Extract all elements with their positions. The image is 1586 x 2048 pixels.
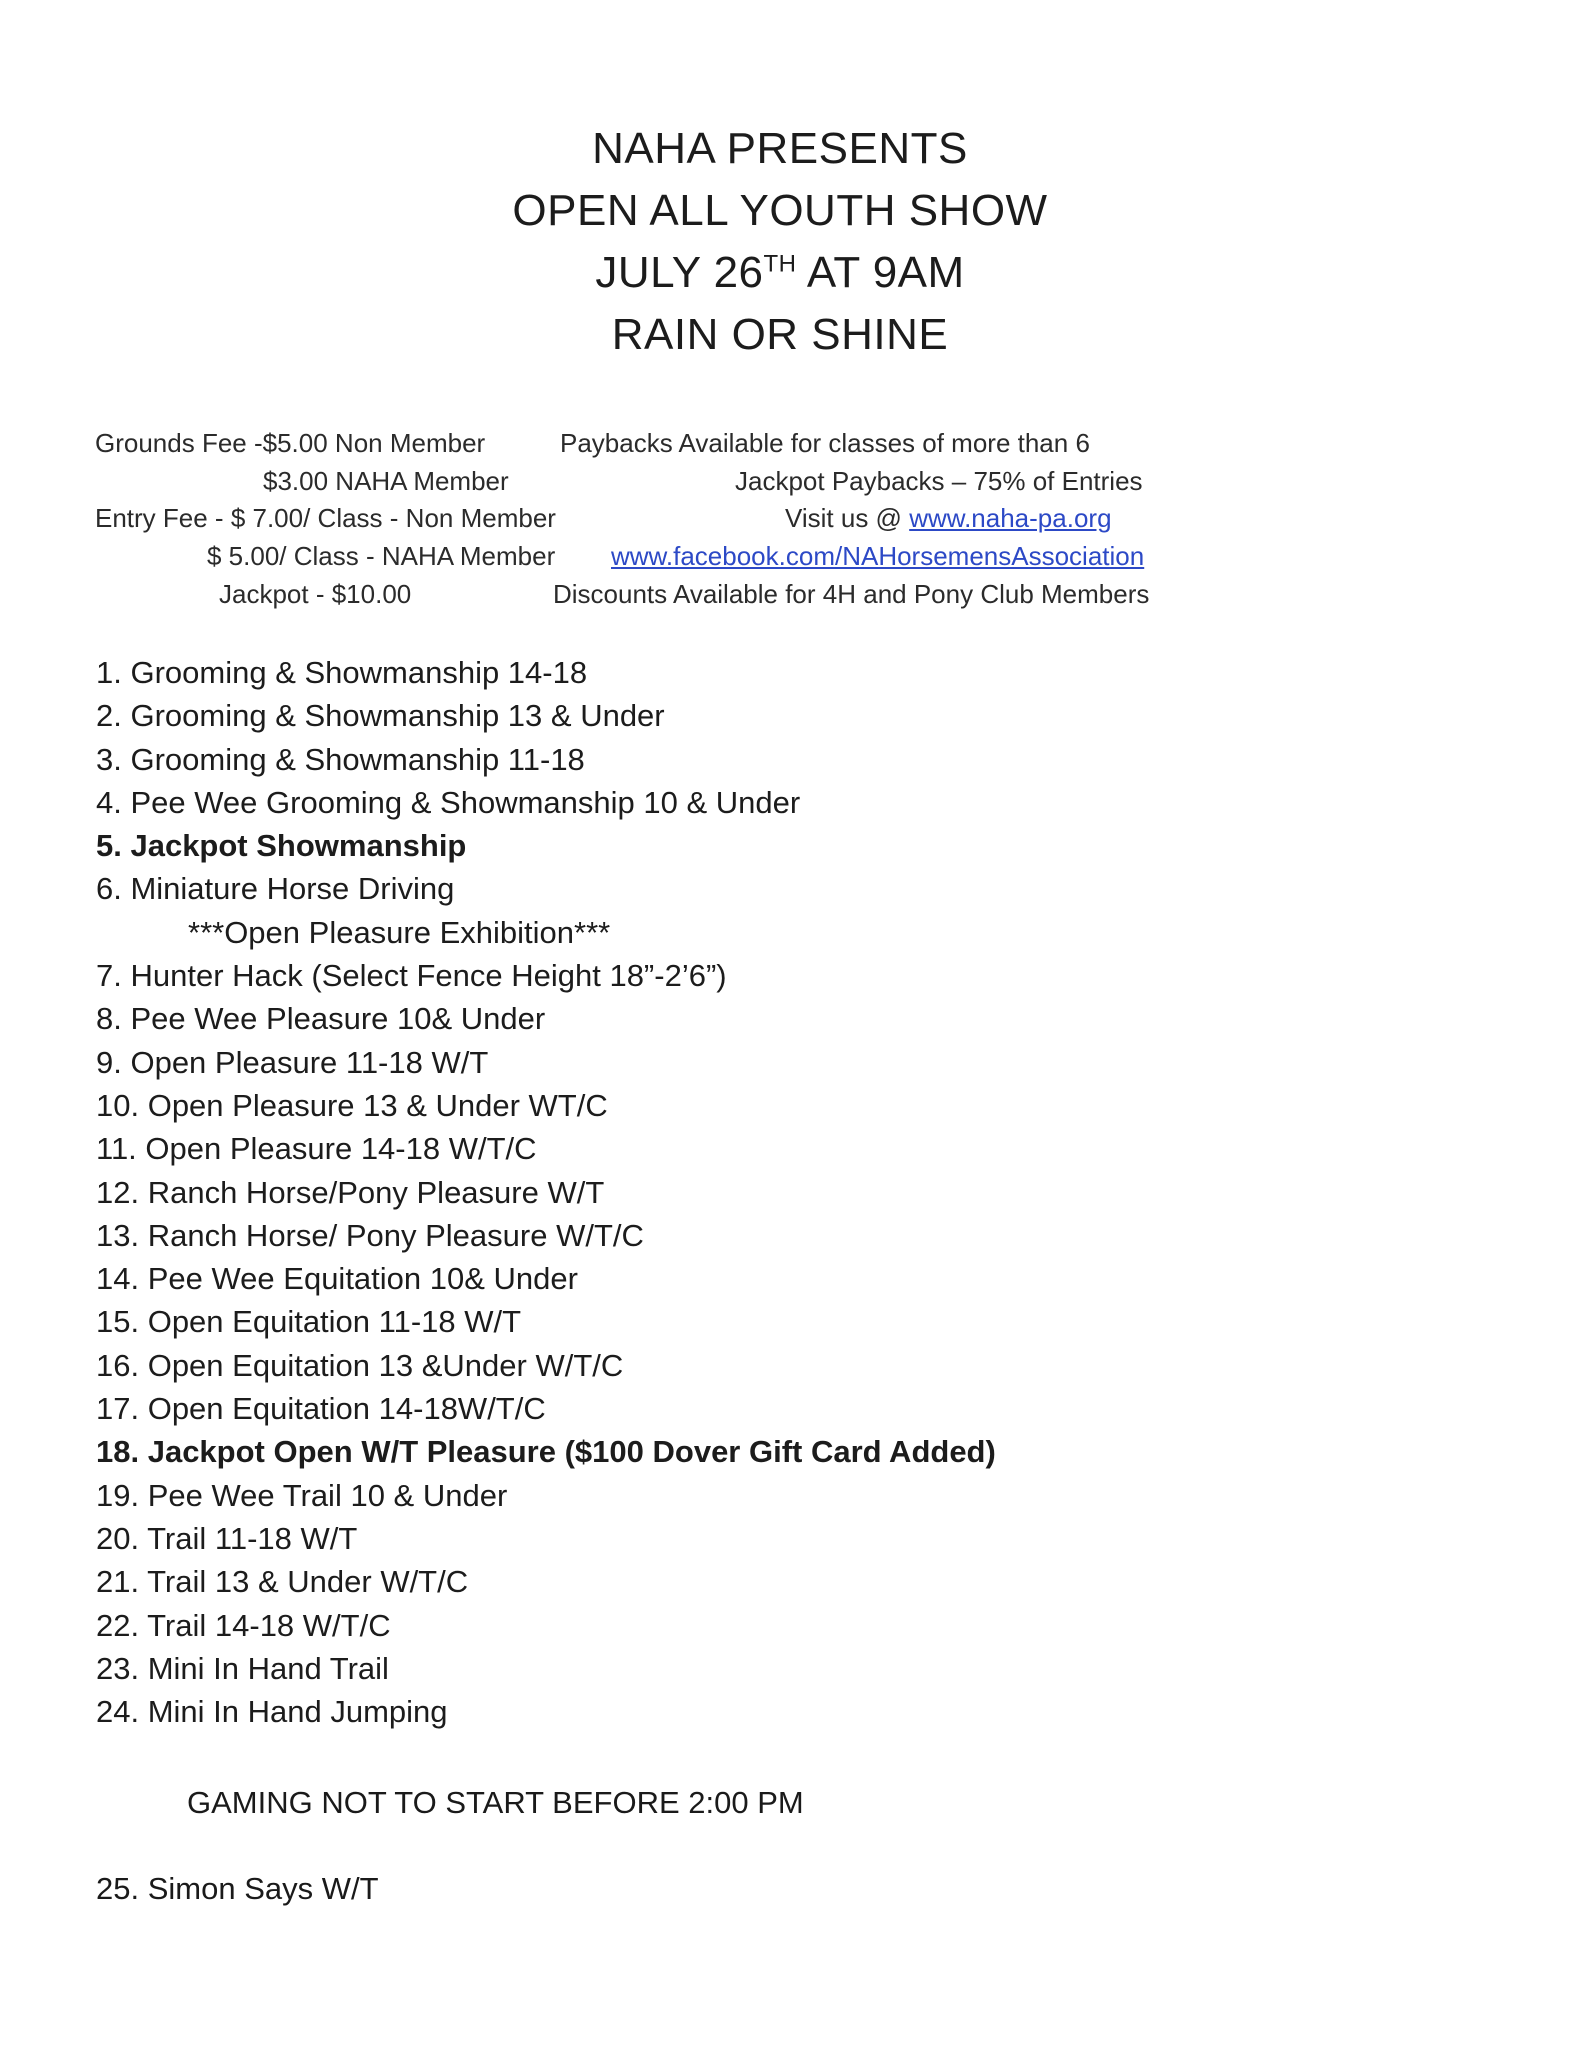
class-item: 3. Grooming & Showmanship 11-18: [96, 741, 585, 777]
class-item: 2. Grooming & Showmanship 13 & Under: [96, 698, 665, 734]
facebook-line: [611, 541, 1144, 571]
section-heading: ***Open Pleasure Exhibition***: [188, 914, 611, 950]
class-item: 15. Open Equitation 11-18 W/T: [96, 1304, 522, 1340]
class-item: 1. Grooming & Showmanship 14-18: [96, 655, 588, 690]
facebook-link[interactable]: www.facebook.com/NAHorsemensAssociation: [611, 541, 1145, 571]
paybacks-note: Paybacks Available for classes of more than 6: [560, 428, 1090, 458]
class-item: 10. Open Pleasure 13 & Under WT/C: [96, 1087, 608, 1123]
class-item: 13. Ranch Horse/ Pony Pleasure W/T/C: [96, 1217, 644, 1253]
class-item: 4. Pee Wee Grooming & Showmanship 10 & Under: [96, 784, 801, 820]
website-link[interactable]: www.naha-pa.org: [909, 503, 1112, 533]
class-item: 11. Open Pleasure 14-18 W/T/C: [96, 1131, 537, 1167]
class-item: 23. Mini In Hand Trail: [96, 1650, 389, 1686]
class-item: 22. Trail 14-18 W/T/C: [96, 1607, 391, 1643]
grounds-fee-nonmember: Grounds Fee -$5.00 Non Member: [95, 428, 486, 458]
grounds-fee-member: $3.00 NAHA Member: [263, 466, 509, 496]
entry-fee-member: $ 5.00/ Class - NAHA Member: [207, 541, 556, 571]
fees-block: [0, 0, 1586, 640]
class-item: 17. Open Equitation 14-18W/T/C: [96, 1391, 546, 1427]
class-item: 16. Open Equitation 13 &Under W/T/C: [96, 1347, 624, 1383]
class-item: 18. Jackpot Open W/T Pleasure ($100 Dover Gift Card Added): [96, 1434, 996, 1470]
discounts-note: Discounts Available for 4H and Pony Club Members: [553, 579, 1150, 609]
header-date-main: JULY 26: [595, 248, 764, 297]
header-rain-or-shine: RAIN OR SHINE: [611, 310, 949, 359]
visit-us-line: [785, 503, 1112, 533]
class-item: 5. Jackpot Showmanship: [96, 828, 467, 864]
class-item: 21. Trail 13 & Under W/T/C: [96, 1564, 469, 1600]
visit-us-prefix: Visit us @: [785, 503, 910, 533]
entry-fee-nonmember: Entry Fee - $ 7.00/ Class - Non Member: [95, 503, 556, 533]
class-item: 20. Trail 11-18 W/T: [96, 1520, 358, 1556]
jackpot-paybacks-note: Jackpot Paybacks – 75% of Entries: [735, 466, 1143, 496]
class-item: 24. Mini In Hand Jumping: [96, 1694, 448, 1730]
header-presents: NAHA PRESENTS: [592, 124, 968, 173]
class-item: 8. Pee Wee Pleasure 10& Under: [96, 1001, 546, 1037]
class-item: 12. Ranch Horse/Pony Pleasure W/T: [96, 1174, 605, 1210]
gaming-note: GAMING NOT TO START BEFORE 2:00 PM: [187, 1785, 804, 1820]
class-item: 6. Miniature Horse Driving: [96, 871, 455, 907]
class-item: 7. Hunter Hack (Select Fence Height 18”-2’6”): [96, 958, 727, 994]
header-date-suffix: TH: [763, 250, 797, 278]
jackpot-fee: Jackpot - $10.00: [219, 579, 412, 609]
class-item: 14. Pee Wee Equitation 10& Under: [96, 1261, 578, 1297]
class-item: 9. Open Pleasure 11-18 W/T: [96, 1044, 489, 1080]
class-item: 19. Pee Wee Trail 10 & Under: [96, 1477, 508, 1513]
class-list: [96, 651, 1396, 1733]
header-date-time: AT 9AM: [796, 248, 965, 297]
class-item: 25. Simon Says W/T: [96, 1871, 379, 1906]
header-show-title: OPEN ALL YOUTH SHOW: [512, 186, 1048, 235]
